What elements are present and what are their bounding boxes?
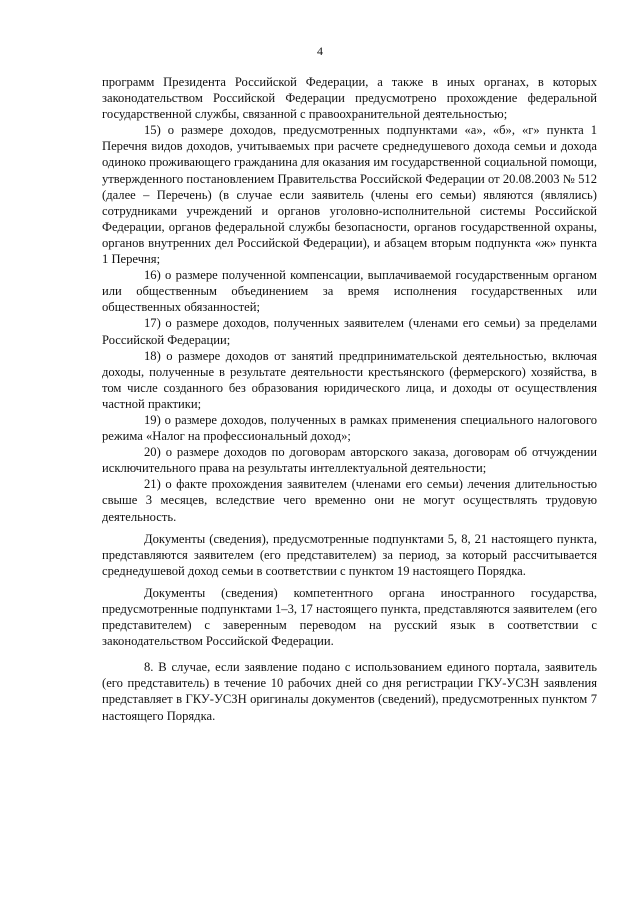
paragraph-item-16: 16) о размере полученной компенсации, выплачиваемой государственным органом или общественным объединением за время исполнения государственных или общественных обязанностей; (102, 268, 597, 315)
page-number: 4 (317, 44, 323, 58)
paragraph-item-21: 21) о факте прохождения заявителем (членами его семьи) лечения длительностью свыше 3 месяцев, вследствие чего временно они не могут осуществлять трудовую деятельность. (102, 477, 597, 524)
paragraph-continuation: программ Президента Российской Федерации, а также в иных органах, в которых законодательством Российской Федерации предусмотрено прохождение федеральной государственной службы, связанной с правоохранительной деятельностью; (102, 75, 597, 122)
document-body (102, 74, 597, 724)
paragraph-item-18: 18) о размере доходов от занятий предпринимательской деятельностью, включая доходы, полученные в результате деятельности крестьянского (фермерского) хозяйства, в том числе созданного без образования юридического лица, и доходы от осуществления частной практики; (102, 348, 597, 411)
paragraph-documents-foreign: Документы (сведения) компетентного органа иностранного государства, предусмотренные подпунктами 1–3, 17 настоящего пункта, представляются заявителем (его представителем) с заверенным переводом на русский язык в соответствии с законодательством Российской Федерации. (102, 585, 597, 649)
paragraph-point-8: 8. В случае, если заявление подано с использованием единого портала, заявитель (его представитель) в течение 10 рабочих дней со дня регистрации ГКУ-УСЗН заявления представляет в ГКУ-УСЗН оригиналы документов (сведений), предусмотренных пунктом 7 настоящего Порядка. (102, 660, 597, 723)
paragraph-documents-period: Документы (сведения), предусмотренные подпунктами 5, 8, 21 настоящего пункта, представляются заявителем (его представителем) за период, за который рассчитывается среднедушевой доход семьи в соответствии с пунктом 19 настоящего Порядка. (102, 531, 597, 578)
paragraph-item-17: 17) о размере доходов, полученных заявителем (членами его семьи) за пределами Российской Федерации; (102, 316, 597, 347)
paragraph-item-19: 19) о размере доходов, полученных в рамках применения специального налогового режима «Налог на профессиональный доход»; (102, 412, 597, 444)
paragraph-item-15: 15) о размере доходов, предусмотренных подпунктами «а», «б», «г» пункта 1 Перечня видов доходов, учитываемых при расчете среднедушевого дохода семьи и дохода одиноко проживающего гражданина для оказания им государственной социальной помощи, утвержденного постановлением Правительства Российской Федерации от 20.08.2003 № 512 (далее – Перечень) (в случае если заявитель (члены его семьи) являются (являлись) сотрудниками учреждений и органов уголовно-исполнительной системы Российской Федерации, органов федеральной службы безопасности, органов государственной охраны, органов внутренних дел Российской Федерации), и абзацем вторым подпункта «ж» пункта 1 Перечня; (102, 123, 597, 267)
paragraph-item-20: 20) о размере доходов по договорам авторского заказа, договорам об отчуждении исключительного права на результаты интеллектуальной деятельности; (102, 445, 597, 476)
